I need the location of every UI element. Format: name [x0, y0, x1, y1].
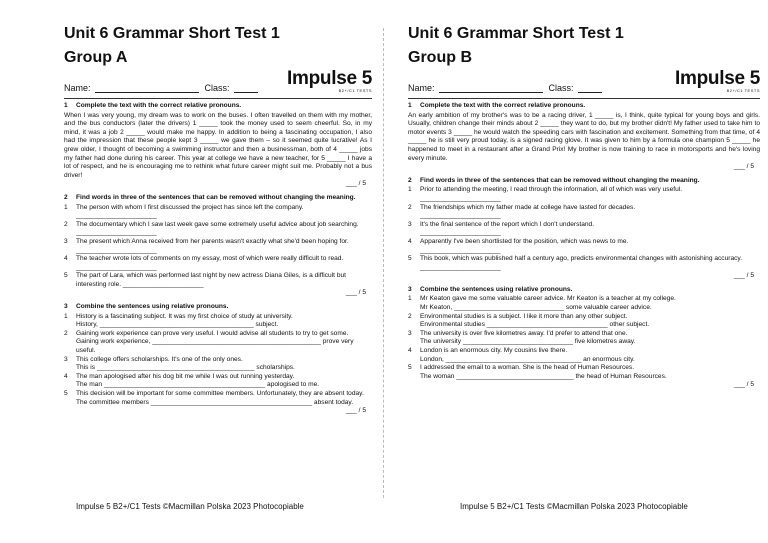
list-item: 4 The man apologised after his dog bit me while I was out running yesterday. The man ____________________________________________ apologised to me.	[64, 373, 372, 390]
worksheet-group-b	[384, 0, 768, 543]
answer-line[interactable]: The woman ________________________________ the head of Human Resources.	[420, 372, 667, 380]
list-item: 4 London is an enormous city. My cousins live there. London, _____________________________________ an enormous city.	[408, 347, 760, 364]
list-item: 5 This book, which was published half a century ago, predicts environmental changes with astonishing accuracy. ______________________	[408, 255, 743, 271]
impulse-logo: Impulse 5 B2+/C1 TESTS	[287, 68, 372, 93]
exercise-number: 1	[408, 102, 412, 109]
name-label: Name:	[408, 83, 435, 93]
header-rule	[64, 98, 372, 99]
list-item: 3 The present which Anna received from her parents wasn't exactly what she'd been hoping for. ______________________	[64, 237, 349, 254]
list-item: 4 Apparently I've been shortlisted for the position, which was news to me. ______________________	[408, 238, 760, 255]
gap-fill-text: When I was very young, my dream was to work on the buses. I often travelled on them with my mother, and the bus conductors (later the drivers) 1 _____ took the money used to seem cheerful. So, in my mind, it was a job 2 _____ would make me happy. In addition to being a fascinating occupation, I also had the impression that these people kept 3 _____ we gave them – so it seemed quite lucrative! As I grew older, I thought of becoming a swimming instructor and then a businessman, both of 4 _____ jobs my father had done during his career. This year at college we have a new teacher, for 5 _____ I have a lot of respect, and he is encouraging me to rethink what future career might suit me. Probably not a bus driver!	[64, 111, 372, 179]
answer-line[interactable]: The man ____________________________________________ apologised to me.	[76, 381, 320, 389]
group-label: Group B	[408, 49, 472, 66]
answer-line[interactable]: History, __________________________________________ subject.	[76, 321, 279, 329]
exercise-instruction: Complete the text with the correct relative pronouns.	[420, 102, 586, 109]
score-box: ___ / 5	[345, 407, 366, 415]
exercise-1	[64, 102, 372, 189]
score-box: ___ / 5	[345, 180, 366, 188]
name-field[interactable]	[439, 84, 543, 93]
list-item: 1 Prior to attending the meeting, I read through the information, all of which was very useful. ______________________	[408, 186, 683, 202]
answer-line[interactable]: Environmental studies _________________________________ other subject.	[420, 321, 650, 329]
list-item: 1 Mr Keaton gave me some valuable career advice. Mr Keaton is a teacher at my college. Mr Keaton, ______________________________ some valuable career advice.	[408, 295, 760, 312]
answer-line[interactable]: London, _____________________________________ an enormous city.	[420, 355, 635, 363]
gap-fill-text: An early ambition of my brother's was to be a racing driver, 1 _____ is, I think, quite typical for young boys and girls. Usually, children change their minds about 2 _____ they want to do, but my brother didn't! My father used to take him to motor events 3 _____ he would watch the speeding cars with fascination and excitement. Something from that time, of 4 _____ he is still very proud today, is a signed racing glove. It was given to him by a formula one champion 5 _____ he happened to meet in a restaurant after a Grand Prix! My brother is now training to race in motorsports and he's loving every minute.	[408, 111, 760, 162]
list-item: 1 The person with whom I first discussed the project has since left the company. ______________________	[64, 204, 372, 221]
list-item: 3 The university is over five kilometres away. I'd prefer to attend that one. The university ______________________________ five kilometres away.	[408, 330, 760, 347]
impulse-logo: Impulse 5 B2+/C1 TESTS	[675, 68, 760, 93]
name-field[interactable]	[95, 84, 199, 93]
score-box: ___ / 5	[733, 163, 754, 171]
page-title: Unit 6 Grammar Short Test 1	[64, 25, 280, 42]
exercise-2	[408, 177, 760, 281]
answer-line[interactable]: Gaining work experience, ______________________________________________ prove very useful.	[76, 338, 354, 355]
answer-line[interactable]: Mr Keaton, ______________________________ some valuable career advice.	[420, 304, 652, 312]
exercise-number: 3	[64, 303, 68, 311]
class-field[interactable]	[234, 84, 258, 93]
footer-copyright: Impulse 5 B2+/C1 Tests ©Macmillan Polska 2023 Photocopiable	[76, 502, 304, 511]
exercise-instruction: Complete the text with the correct relative pronouns.	[76, 102, 242, 109]
exercise-1	[408, 102, 760, 172]
exercise-3	[408, 286, 760, 390]
score-box: ___ / 5	[733, 272, 754, 280]
class-field[interactable]	[578, 84, 602, 93]
list-item: 2 Gaining work experience can prove very useful. I would advise all students to try to get some. Gaining work experience, ______________________________________________ prove very useful.	[64, 330, 372, 356]
exercise-number: 2	[64, 193, 68, 201]
list-item: 2 The friendships which my father made at college have lasted for decades. ______________________	[408, 204, 760, 221]
score-box: ___ / 5	[345, 289, 366, 297]
exercise-number: 3	[408, 285, 412, 293]
list-item: 4 The teacher wrote lots of comments on my essay, most of which were really difficult to read. ______________________	[64, 255, 344, 271]
exercise-2	[64, 194, 372, 298]
list-item: 1 History is a fascinating subject. It was my first choice of study at university. History, __________________________________________ subject.	[64, 313, 372, 330]
list-item: 5 The part of Lara, which was performed last night by new actress Diana Giles, is a difficult but interesting role. ______________________	[64, 272, 346, 288]
class-label: Class:	[548, 83, 574, 93]
exercise-instruction: Combine the sentences using relative pronouns.	[420, 285, 573, 293]
exercise-instruction: Find words in three of the sentences that can be removed without changing the meaning.	[76, 193, 356, 201]
answer-line[interactable]: The university ______________________________ five kilometres away.	[420, 338, 636, 346]
list-item: 2 Environmental studies is a subject. I like it more than any other subject. Environmental studies _________________________________ other subject.	[408, 313, 760, 330]
page-title: Unit 6 Grammar Short Test 1	[408, 25, 624, 42]
exercise-number: 2	[408, 176, 412, 184]
answer-line[interactable]: This is ___________________________________________ scholarships.	[76, 364, 295, 372]
exercise-number: 1	[64, 102, 68, 109]
answer-line[interactable]: ______________________	[76, 212, 157, 220]
list-item: 2 The documentary which I saw last week gave some extremely useful advice about job searching. ______________________	[64, 220, 359, 237]
group-label: Group A	[64, 49, 128, 66]
answer-line[interactable]: ______________________	[420, 212, 501, 220]
name-class-row	[408, 69, 760, 93]
header-rule	[408, 98, 760, 99]
exercise-3	[64, 303, 372, 416]
answer-line[interactable]: ______________________	[420, 246, 501, 254]
score-box: ___ / 5	[733, 381, 754, 389]
list-item: 3 This college offers scholarships. It's one of the only ones. This is ___________________________________________ scholarships.	[64, 356, 372, 373]
answer-line[interactable]: ______________________	[420, 229, 501, 237]
answer-line[interactable]: The committee members ____________________________________________ absent today.	[76, 398, 354, 406]
name-label: Name:	[64, 83, 91, 93]
list-item: 3 It's the final sentence of the report which I don't understand. ______________________	[408, 221, 760, 238]
list-item: 5 I addressed the email to a woman. She is the head of Human Resources. The woman ________________________________ the head of Human Resources.	[408, 364, 760, 381]
exercise-instruction: Find words in three of the sentences that can be removed without changing the meaning.	[420, 176, 700, 184]
exercise-instruction: Combine the sentences using relative pronouns.	[76, 303, 229, 311]
class-label: Class:	[204, 83, 230, 93]
footer-copyright: Impulse 5 B2+/C1 Tests ©Macmillan Polska 2023 Photocopiable	[460, 502, 688, 511]
list-item: 5 This decision will be important for some committee members. Unfortunately, they are absent today. The committee members ____________________________________________ absent today.	[64, 390, 372, 407]
name-class-row	[64, 69, 372, 93]
